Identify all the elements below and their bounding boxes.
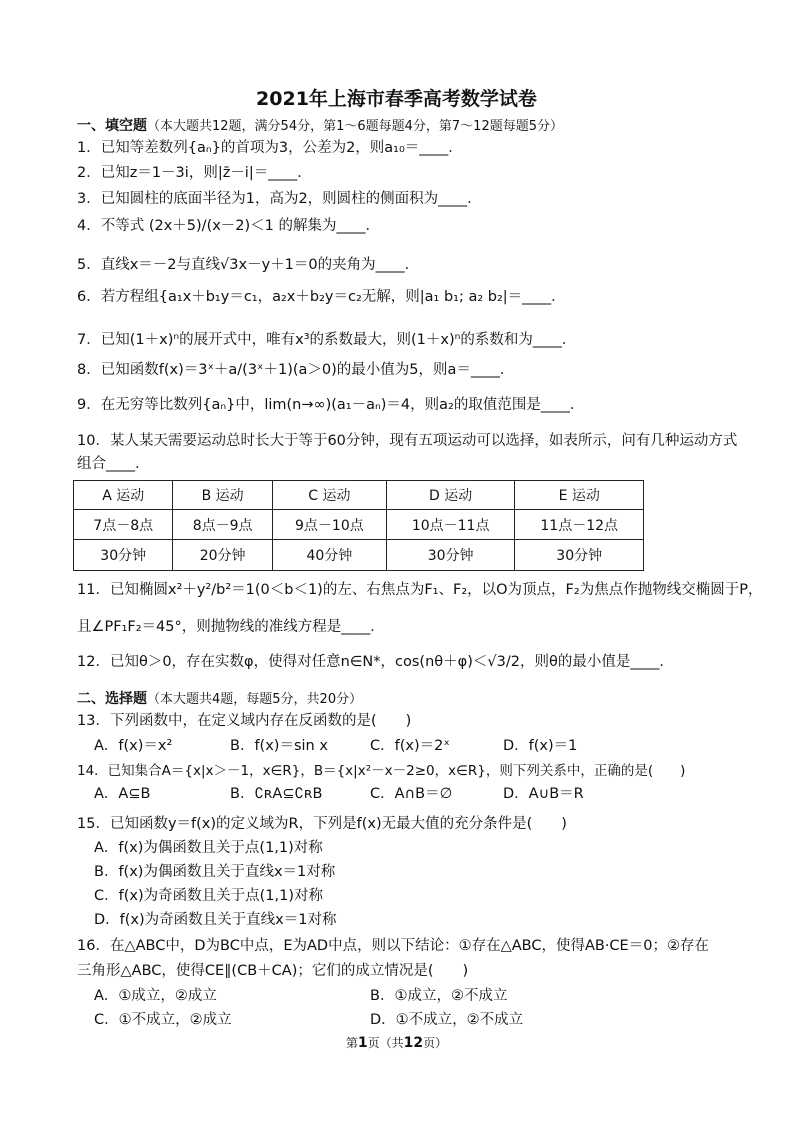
question-6: 6．若方程组{a₁x＋b₁y＝c₁，a₂x＋b₂y＝c₂无解，则|a₁ b₁; a₂ b₂|＝____． [77,289,566,305]
question-7: 7．已知(1＋x)ⁿ的展开式中，唯有x³的系数最大，则(1＋x)ⁿ的系数和为____． [77,332,577,348]
question-1: 1．已知等差数列{aₙ}的首项为3，公差为2，则a₁₀＝____． [77,140,463,156]
q14-option-d: D．A∪B＝R [503,786,584,802]
table-header-cell: C 运动 [272,481,386,510]
q15-option-a: A．f(x)为偶函数且关于点(1,1)对称 [94,840,323,856]
question-12: 12．已知θ＞0，存在实数φ，使得对任意n∈N*，cos(nθ＋φ)＜√3/2，则θ的最小值是____． [77,654,674,670]
table-cell: 30分钟 [74,540,173,571]
question-11-line-2: 且∠PF₁F₂＝45°，则抛物线的准线方程是____． [77,619,385,635]
question-15: 15．已知函数y＝f(x)的定义域为R，下列是f(x)无最大值的充分条件是( ) [77,816,567,832]
table-header-cell: D 运动 [386,481,515,510]
page-footer [0,1034,793,1051]
question-5: 5．直线x＝－2与直线√3x－y＋1＝0的夹角为____． [77,257,420,273]
q16-option-b: B．①成立，②不成立 [370,988,508,1004]
question-9: 9．在无穷等比数列{aₙ}中，lim(n→∞)(a₁－aₙ)＝4，则a₂的取值范围是____． [77,397,585,413]
table-cell: 10点－11点 [386,510,515,540]
section-2-note: （本大题共4题，每题5分，共20分） [147,692,363,707]
table-cell: 8点－9点 [173,510,272,540]
question-16-line-2: 三角形△ABC，使得CE∥(CB＋CA)；它们的成立情况是( ) [77,963,469,979]
total-pages: 12 [403,1035,424,1051]
section-2-heading [77,688,362,708]
q13-option-b: B．f(x)＝sin x [230,738,328,754]
q14-option-c: C．A∩B＝∅ [370,786,453,802]
section-1-label: 一、填空题 [77,118,147,134]
q16-option-d: D．①不成立，②不成立 [370,1012,524,1028]
question-4: 4．不等式 (2x＋5)/(x－2)＜1 的解集为____． [77,218,381,234]
question-10-line-2: 组合____． [77,456,150,472]
question-14: 14．已知集合A＝{x|x＞－1，x∈R}，B＝{x|x²－x－2≥0，x∈R}，则下列关系中，正确的是( ) [77,763,686,779]
question-16-line-1: 16．在△ABC中，D为BC中点，E为AD中点，则以下结论：①存在△ABC，使得AB·CE＝0；②存在 [77,938,709,954]
question-10-line-1: 10．某人某天需要运动总时长大于等于60分钟，现有五项运动可以选择，如表所示，问有几种运动方式 [77,433,738,449]
table-row [74,540,644,571]
table-cell: 20分钟 [173,540,272,571]
page-title: 2021年上海市春季高考数学试卷 [256,88,537,110]
page-number: 1 [357,1035,368,1051]
table-cell: 30分钟 [515,540,644,571]
table-header-cell: B 运动 [173,481,272,510]
footer-suffix: 页） [423,1036,448,1050]
q15-option-c: C．f(x)为奇函数且关于点(1,1)对称 [94,888,323,904]
q15-option-b: B．f(x)为偶函数且关于直线x＝1对称 [94,864,336,880]
table-header-cell: A 运动 [74,481,173,510]
table-cell: 7点－8点 [74,510,173,540]
table-header-row [74,481,644,510]
footer-middle: 页（共 [367,1036,404,1050]
question-13: 13．下列函数中，在定义域内存在反函数的是( ) [77,713,412,729]
question-3: 3．已知圆柱的底面半径为1，高为2，则圆柱的侧面积为____． [77,191,482,207]
table-cell: 11点－12点 [515,510,644,540]
q13-option-d: D．f(x)＝1 [503,738,578,754]
q14-option-b: B．∁ʀA⊆∁ʀB [230,786,323,802]
q15-option-d: D．f(x)为奇函数且关于直线x＝1对称 [94,912,337,928]
section-1-heading [77,115,563,135]
section-1-note: （本大题共12题，满分54分，第1～6题每题4分，第7～12题每题5分） [147,119,563,134]
q13-option-a: A．f(x)＝x² [94,738,173,754]
question-8: 8．已知函数f(x)＝3ˣ＋a/(3ˣ＋1)(a＞0)的最小值为5，则a＝____． [77,362,515,378]
q16-option-c: C．①不成立，②成立 [94,1012,232,1028]
question-2: 2．已知z＝1－3i，则|z̄－i|＝____． [77,165,312,181]
table-cell: 9点－10点 [272,510,386,540]
section-2-label: 二、选择题 [77,691,147,707]
question-11-line-1: 11．已知椭圆x²＋y²/b²＝1(0＜b＜1)的左、右焦点为F₁、F₂，以O为顶点，F₂为焦点作抛物线交椭圆于P， [77,582,763,598]
table-row [74,510,644,540]
q14-option-a: A．A⊆B [94,786,151,802]
table-cell: 40分钟 [272,540,386,571]
footer-prefix: 第 [345,1036,358,1050]
table-cell: 30分钟 [386,540,515,571]
table-header-cell: E 运动 [515,481,644,510]
q13-option-c: C．f(x)＝2ˣ [370,738,450,754]
exercise-table [73,480,644,571]
q16-option-a: A．①成立，②成立 [94,988,217,1004]
